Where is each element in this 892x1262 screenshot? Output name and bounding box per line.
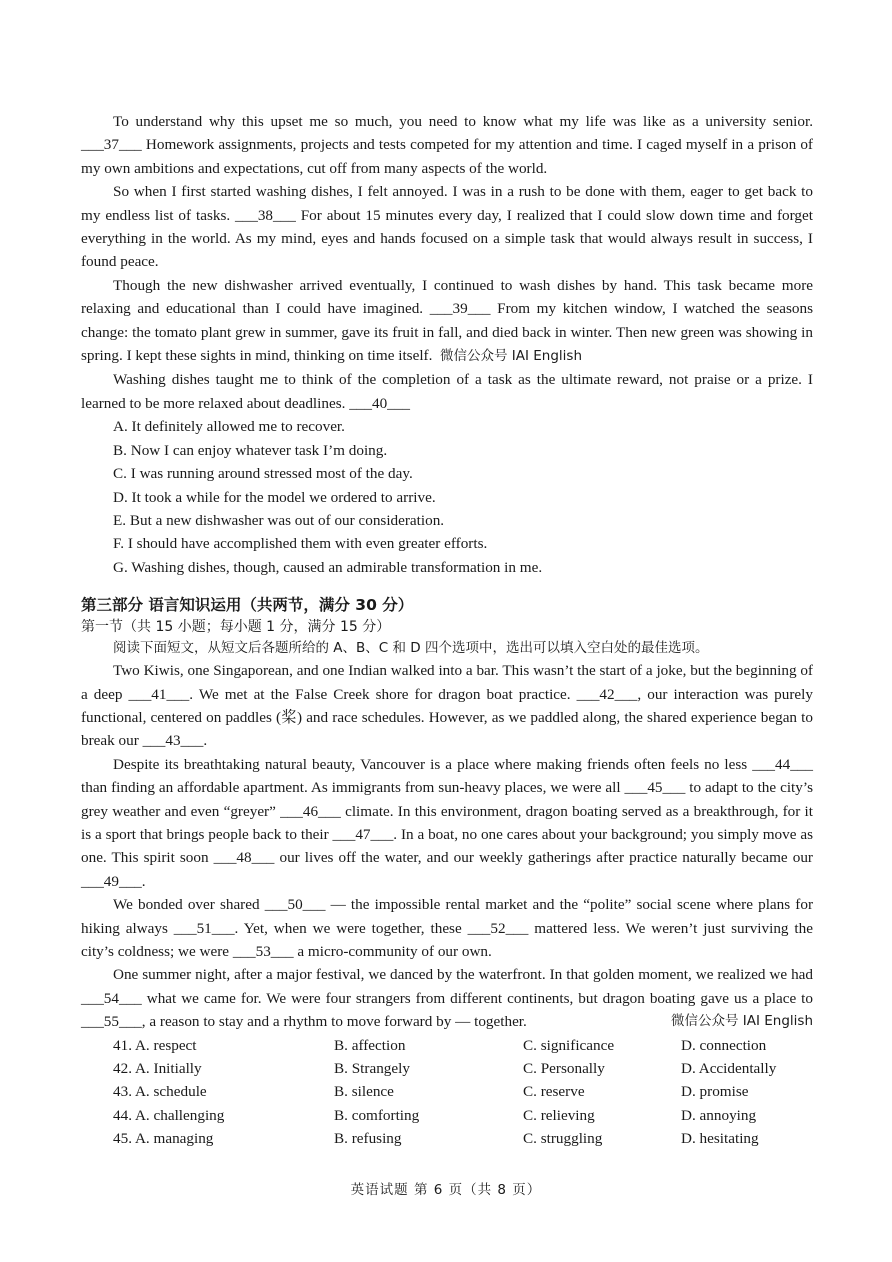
paragraph-2: So when I first started washing dishes, I felt annoyed. I was in a rush to be done with them, eager to get back to my endless list of tasks. ___38___ For about 15 minutes every day, I realized that I could slow down time and forget everything in the world. As my mind, eyes and hands focused on a simple task that would always result in success, I found peace.: [81, 183, 813, 271]
watermark-2: 微信公众号 IAI English: [670, 1013, 813, 1030]
option-d: D. It took a while for the model we ordered to arrive.: [113, 488, 436, 506]
choice-row: 45. A. managing B. refusing C. struggling D. hesitating: [113, 1130, 759, 1148]
section-instruction: 阅读下面短文，从短文后各题所给的 A、B、C 和 D 四个选项中，选出可以填入空白处的最佳选项。: [113, 640, 709, 657]
section-title: 第三部分 语言知识运用（共两节，满分 30 分）: [81, 596, 414, 615]
option-g: G. Washing dishes, though, caused an admirable transformation in me.: [113, 558, 543, 576]
option-a: A. It definitely allowed me to recover.: [113, 418, 345, 436]
choice-row: 41. A. respect B. affection C. significance D. connection: [113, 1036, 767, 1054]
page-footer: 英语试题 第 6 页（共 8 页）: [350, 1182, 542, 1198]
section-subtitle: 第一节（共 15 小题；每小题 1 分，满分 15 分）: [81, 619, 391, 636]
choice-row: 44. A. challenging B. comforting C. relieving D. annoying: [113, 1106, 757, 1124]
paragraph-4: Washing dishes taught me to think of the completion of a task as the ultimate reward, not praise or a prize. I learned to be more relaxed about deadlines. ___40___: [81, 371, 813, 412]
paragraph-1: To understand why this upset me so much, you need to know what my life was like as a university senior. ___37___ Homework assignments, projects and tests competed for my attention and time. I caged myself in a prison of my own ambitions and expectations, cut off from many aspects of the world.: [81, 113, 813, 177]
options-list: [81, 415, 813, 579]
choices-table: [81, 1034, 813, 1151]
option-e: E. But a new dishwasher was out of our consideration.: [113, 511, 445, 529]
choice-row: 43. A. schedule B. silence C. reserve D. promise: [113, 1083, 749, 1101]
option-f: F. I should have accomplished them with even greater efforts.: [113, 535, 488, 553]
cloze-paragraph-1: Two Kiwis, one Singaporean, and one Indian walked into a bar. This wasn’t the start of a joke, but the beginning of a deep ___41___. We met at the False Creek shore for dragon boat practice. ___42___, our interaction was purely functional, centered on paddles (桨) and race schedules. However, as we paddled along, the shared experience began to break our ___43___.: [81, 662, 813, 750]
exam-page: [81, 110, 813, 1151]
watermark: 微信公众号 IAI English: [440, 348, 583, 365]
choice-row: 42. A. Initially B. Strangely C. Personally D. Accidentally: [113, 1060, 777, 1078]
cloze-paragraph-2: Despite its breathtaking natural beauty, Vancouver is a place where making friends often feels no less ___44___ than finding an affordable apartment. As immigrants from sun-heavy places, we were all ___45___ to adapt to the city’s grey weather and even “greyer” ___46___ climate. In this environment, dragon boating served as a breakthrough, for it is a sport that brings people back to their ___47___. In a boat, no one cares about your background; you simply move as one. This spirit soon ___48___ our lives off the water, and our weekly gatherings after practice naturally became our ___49___.: [81, 755, 813, 890]
option-c: C. I was running around stressed most of the day.: [113, 465, 413, 483]
cloze-paragraph-4: One summer night, after a major festival, we danced by the waterfront. In that golden moment, we realized we had ___54___ what we came for. We were four strangers from different continents, but dragon boating gave us a place to ___55___, a reason to stay and a rhythm to move forward by — together. 微信公众号 IAI English: [81, 963, 813, 1033]
option-b: B. Now I can enjoy whatever task I’m doing.: [113, 441, 388, 459]
paragraph-3: Though the new dishwasher arrived eventually, I continued to wash dishes by hand. This task became more relaxing and educational than I could have imagined. ___39___ From my kitchen window, I watched the seasons change: the tomato plant grew in summer, gave its fruit in fall, and died back in winter. Then new green was showing in spring. I kept these sights in mind, thinking on time itself. 微信公众号 IAI English: [81, 276, 813, 365]
cloze-paragraph-3: We bonded over shared ___50___ — the impossible rental market and the “polite” social scene where plans for hiking always ___51___. Yet, when we were together, these ___52___ mattered less. We weren’t just surviving the city’s coldness; we were ___53___ a micro-community of our own.: [81, 896, 813, 960]
